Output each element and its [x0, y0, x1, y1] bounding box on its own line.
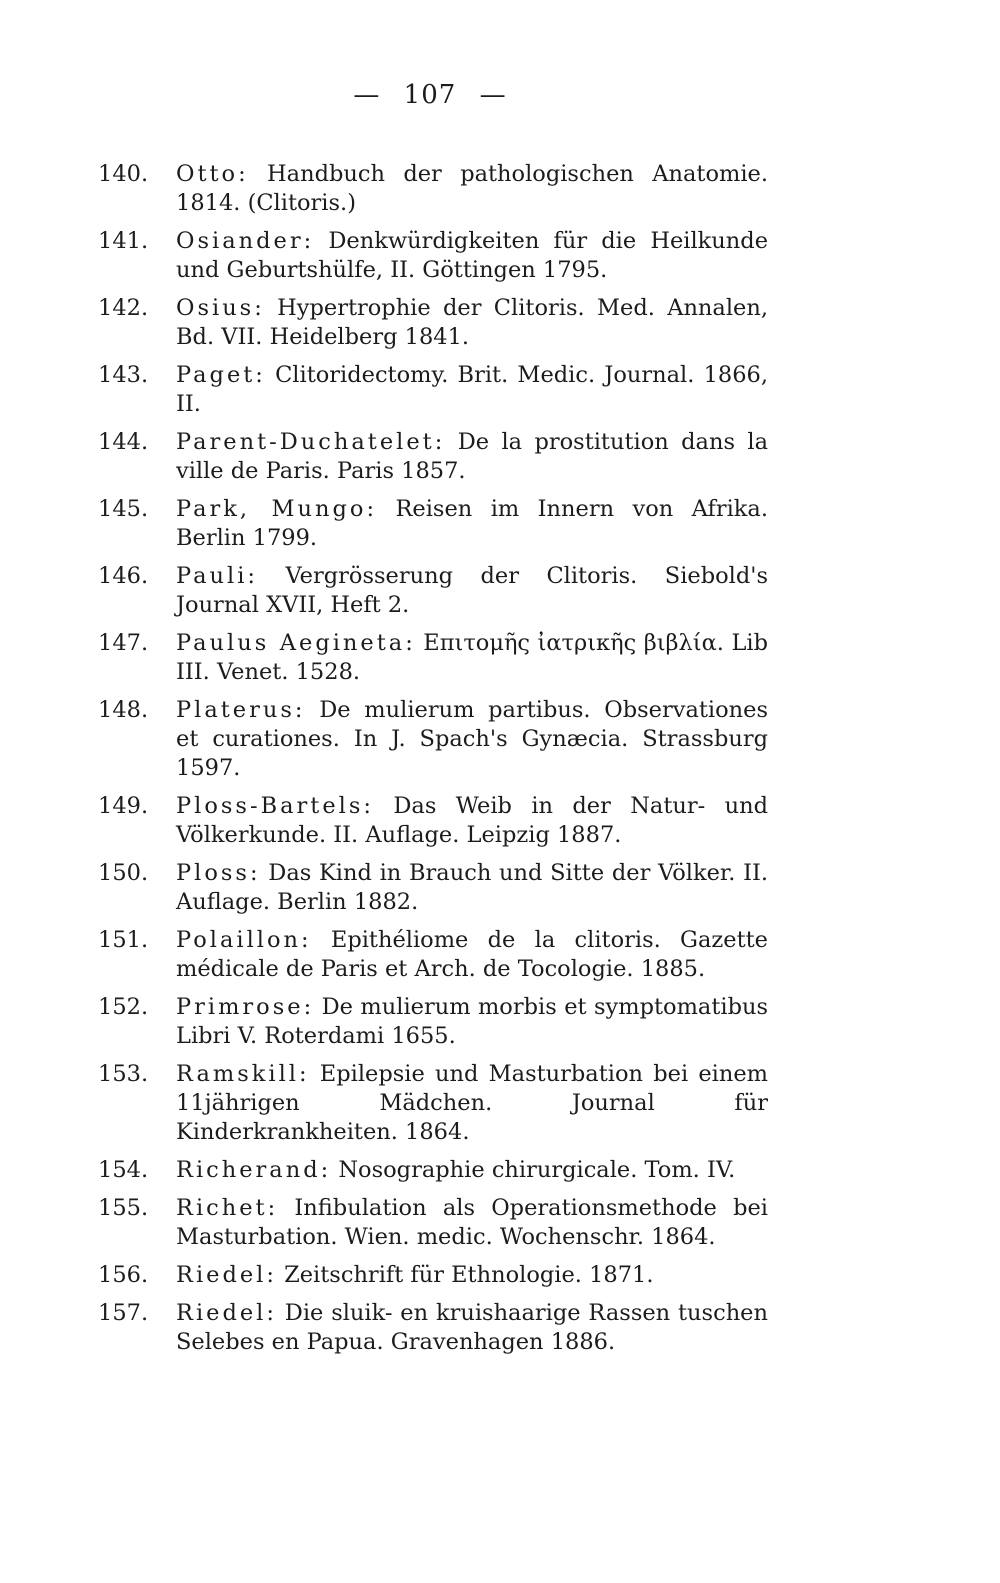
entry-text: Die sluik- en kruishaarige Rassen tuschen Selebes en Papua. Gravenhagen 1886.	[176, 1300, 768, 1355]
entry-number: 142.	[98, 295, 149, 321]
entry-text: Reisen im Innern von Afrika. Berlin 1799.	[176, 496, 768, 551]
bibliography-entry	[98, 562, 768, 620]
bibliography-entry	[98, 227, 768, 285]
bibliography-entry	[98, 294, 768, 352]
entry-number: 151.	[98, 927, 149, 953]
entry-author: Paget:	[176, 362, 266, 388]
entry-text: Infibulation als Operationsmethode bei Masturbation. Wien. medic. Wochenschr. 1864.	[176, 1195, 768, 1250]
entry-number: 147.	[98, 630, 149, 656]
entry-text: Epithéliome de la clitoris. Gazette médicale de Paris et Arch. de Tocologie. 1885.	[176, 927, 769, 982]
bibliography-entry	[98, 428, 768, 486]
entry-text: Denkwürdigkeiten für die Heilkunde und Geburtshülfe, II. Göttingen 1795.	[176, 228, 769, 283]
entry-author: Platerus:	[176, 697, 306, 723]
bibliography-entry	[98, 1060, 768, 1147]
bibliography-entry	[98, 361, 768, 419]
entry-author: Osius:	[176, 295, 265, 321]
bibliography-entry	[98, 859, 768, 917]
entry-author: Ploss-Bartels:	[176, 793, 374, 819]
entry-text: Handbuch der pathologischen Anatomie. 1814. (Clitoris.)	[176, 161, 768, 216]
entry-text: Nosographie chirurgicale. Tom. IV.	[338, 1157, 736, 1183]
entry-author: Riedel:	[176, 1262, 277, 1288]
entry-number: 152.	[98, 994, 149, 1020]
entry-author: Park, Mungo:	[176, 496, 378, 522]
entry-number: 155.	[98, 1195, 149, 1221]
page-number	[0, 80, 860, 110]
entry-author: Riedel:	[176, 1300, 277, 1326]
entry-author: Paulus Aegineta:	[176, 630, 416, 656]
entry-number: 149.	[98, 793, 149, 819]
bibliography-entry	[98, 1156, 768, 1185]
entry-author: Primrose:	[176, 994, 315, 1020]
entry-number: 157.	[98, 1300, 149, 1326]
entry-text: Hypertrophie der Clitoris. Med. Annalen, Bd. VII. Heidelberg 1841.	[176, 295, 768, 350]
entry-text: Vergrösserung der Clitoris. Siebold's Journal XVII, Heft 2.	[176, 563, 768, 618]
entry-text: Επιτομῆς ἰατρικῆς βιβλία. Lib III. Venet. 1528.	[176, 630, 768, 685]
entry-number: 145.	[98, 496, 149, 522]
bibliography-entry	[98, 495, 768, 553]
bibliography-entry	[98, 696, 768, 783]
bibliography-list	[98, 160, 768, 1366]
entry-text: De la prostitution dans la ville de Paris. Paris 1857.	[176, 429, 768, 484]
entry-author: Pauli:	[176, 563, 259, 589]
entry-text: De mulierum partibus. Observationes et curationes. In J. Spach's Gynæcia. Strassburg 1597.	[176, 697, 769, 781]
page-number-dash-left: —	[353, 80, 381, 110]
entry-author: Parent-Duchatelet:	[176, 429, 446, 455]
page-number-dash-right: —	[479, 80, 507, 110]
entry-text: Zeitschrift für Ethnologie. 1871.	[284, 1262, 654, 1288]
bibliography-entry	[98, 792, 768, 850]
entry-text: Das Kind in Brauch und Sitte der Völker. II. Auflage. Berlin 1882.	[176, 860, 768, 915]
entry-author: Polaillon:	[176, 927, 312, 953]
bibliography-entry	[98, 1299, 768, 1357]
bibliography-entry	[98, 993, 768, 1051]
entry-number: 143.	[98, 362, 149, 388]
bibliography-entry	[98, 160, 768, 218]
page-number-value: 107	[403, 80, 457, 110]
bibliography-entry	[98, 629, 768, 687]
entry-number: 146.	[98, 563, 149, 589]
entry-number: 148.	[98, 697, 149, 723]
entry-author: Richerand:	[176, 1157, 332, 1183]
bibliography-entry	[98, 926, 768, 984]
entry-author: Ramskill:	[176, 1061, 310, 1087]
entry-author: Otto:	[176, 161, 249, 187]
entry-number: 144.	[98, 429, 149, 455]
entry-number: 141.	[98, 228, 149, 254]
bibliography-entry	[98, 1261, 768, 1290]
entry-text: Das Weib in der Natur- und Völkerkunde. II. Auflage. Leipzig 1887.	[176, 793, 768, 848]
entry-text: Epilepsie und Masturbation bei einem 11jährigen Mädchen. Journal für Kinderkrankheiten. 1864.	[176, 1061, 769, 1145]
entry-text: De mulierum morbis et symptomatibus Libri V. Roterdami 1655.	[176, 994, 769, 1049]
entry-number: 154.	[98, 1157, 149, 1183]
entry-text: Clitoridectomy. Brit. Medic. Journal. 1866, II.	[176, 362, 768, 417]
entry-author: Ploss:	[176, 860, 261, 886]
entry-author: Richet:	[176, 1195, 279, 1221]
entry-number: 153.	[98, 1061, 149, 1087]
entry-number: 156.	[98, 1262, 149, 1288]
bibliography-entry	[98, 1194, 768, 1252]
entry-number: 140.	[98, 161, 149, 187]
entry-author: Osiander:	[176, 228, 315, 254]
entry-number: 150.	[98, 860, 149, 886]
